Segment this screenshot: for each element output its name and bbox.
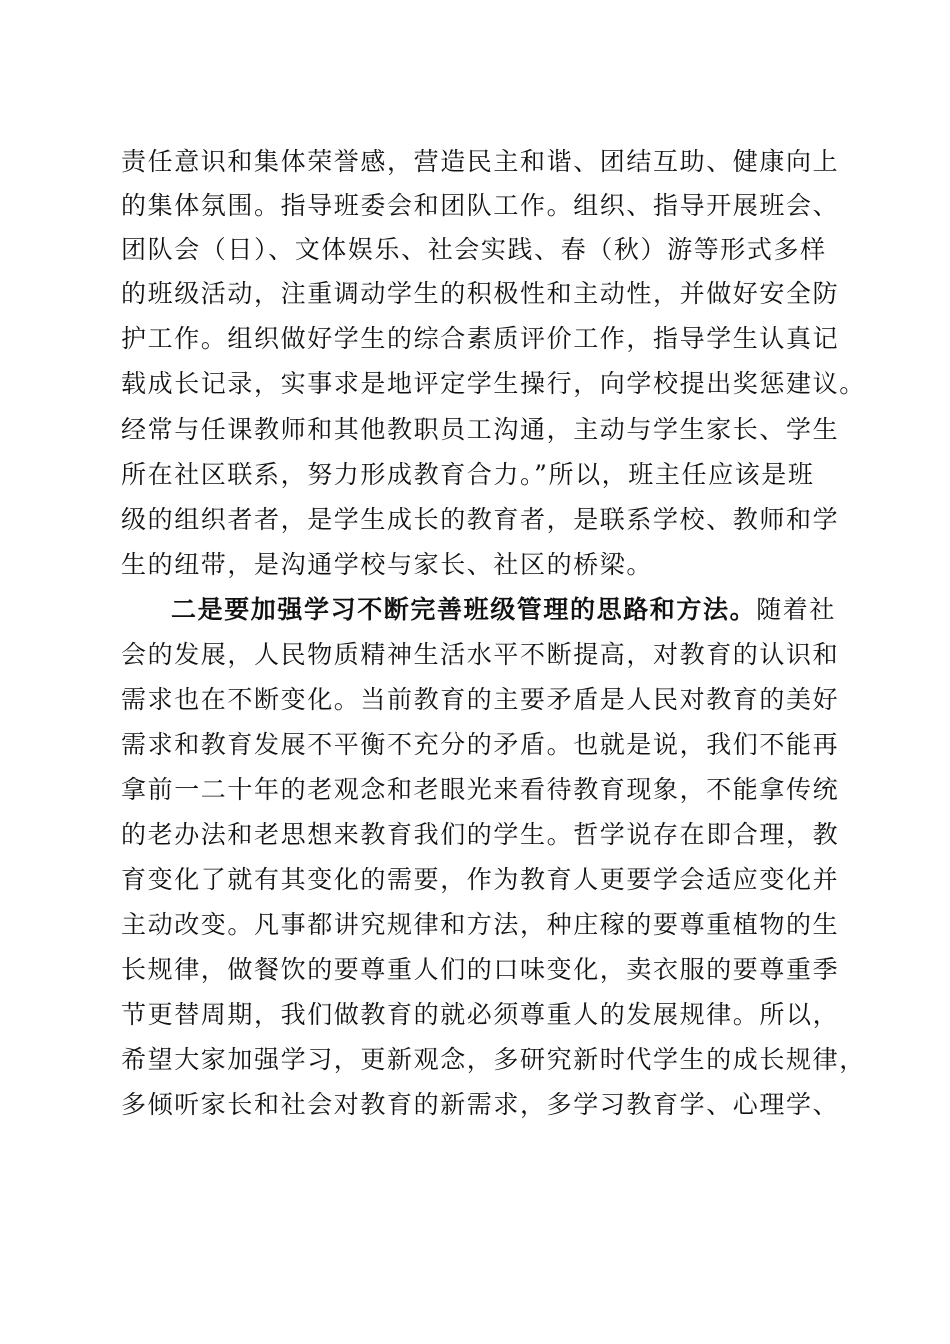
text-line: 希望大家加强学习，更新观念，多研究新时代学生的成长规律， [121,1045,866,1074]
text-line: 主动改变。凡事都讲究规律和方法，种庄稼的要尊重植物的生 [121,910,840,939]
text-line: 节更替周期，我们做教育的就必须尊重人的发展规律。所以， [121,1000,840,1029]
text-line: 需求和教育发展不平衡不充分的矛盾。也就是说，我们不能再 [121,730,840,759]
text-line: 需求也在不断变化。当前教育的主要矛盾是人民对教育的美好 [121,685,840,714]
text-line: 责任意识和集体荣誉感，营造民主和谐、团结互助、健康向上 [121,147,840,176]
text-line: 的班级活动，注重调动学生的积极性和主动性，并做好安全防 [121,279,840,308]
text-line: 的老办法和老思想来教育我们的学生。哲学说存在即合理，教 [121,820,840,849]
text-line: 会的发展，人民物质精神生活水平不断提高，对教育的认识和 [121,640,840,669]
text-line: 长规律，做餐饮的要尊重人们的口味变化，卖衣服的要尊重季 [121,955,840,984]
text-line: 经常与任课教师和其他教职员工沟通，主动与学生家长、学生 [121,415,840,444]
text-line: 生的纽带，是沟通学校与家长、社区的桥梁。 [121,550,654,579]
text-line: 团队会（日）、文体娱乐、社会实践、春（秋）游等形式多样 [121,235,827,264]
text-line: 多倾听家长和社会对教育的新需求，多学习教育学、心理学、 [121,1090,840,1119]
text-line: 所在社区联系，努力形成教育合力。”所以，班主任应该是班 [121,460,815,489]
text-line: 载成长记录，实事求是地评定学生操行，向学校提出奖惩建议。 [121,369,866,398]
text-line: 护工作。组织做好学生的综合素质评价工作，指导学生认真记 [121,324,840,353]
text-line: 拿前一二十年的老观念和老眼光来看待教育现象，不能拿传统 [121,775,840,804]
text-line: 的集体氛围。指导班委会和团队工作。组织、指导开展班会、 [121,191,840,220]
text-line: 级的组织者者，是学生成长的教育者，是联系学校、教师和学 [121,505,840,534]
paragraph-first-line [171,588,891,632]
text-line: 育变化了就有其变化的需要，作为教育人更要学会适应变化并 [121,865,840,894]
paragraph-heading: 二是要加强学习不断完善班级管理的思路和方法。 [171,595,757,624]
paragraph-text: 随着社 [756,595,837,624]
